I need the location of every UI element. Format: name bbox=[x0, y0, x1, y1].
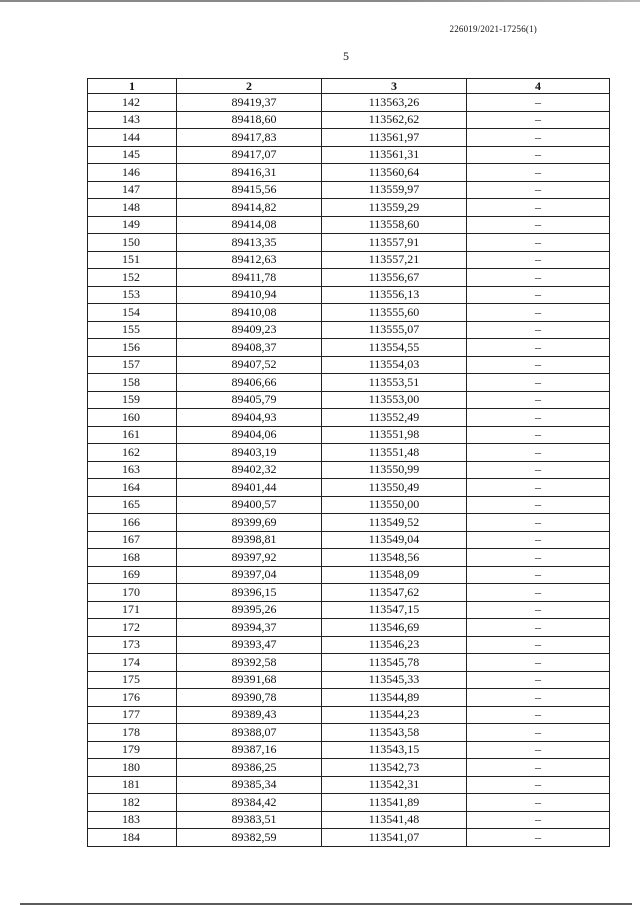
y-coordinate-cell: 113557,91 bbox=[322, 234, 467, 252]
x-coordinate-cell: 89412,63 bbox=[177, 251, 322, 269]
table-row bbox=[88, 794, 610, 812]
y-coordinate-cell: 113545,33 bbox=[322, 671, 467, 689]
y-coordinate-cell: 113547,62 bbox=[322, 584, 467, 602]
table-row bbox=[88, 549, 610, 567]
column-4-cell: – bbox=[467, 654, 610, 672]
page-number: 5 bbox=[343, 49, 349, 63]
point-number-cell: 173 bbox=[88, 636, 177, 654]
x-coordinate-cell: 89416,31 bbox=[177, 164, 322, 182]
x-coordinate-cell: 89409,23 bbox=[177, 321, 322, 339]
x-coordinate-cell: 89405,79 bbox=[177, 391, 322, 409]
y-coordinate-cell: 113541,89 bbox=[322, 794, 467, 812]
point-number-cell: 174 bbox=[88, 654, 177, 672]
column-4-cell: – bbox=[467, 339, 610, 357]
point-number-cell: 160 bbox=[88, 409, 177, 427]
x-coordinate-cell: 89399,69 bbox=[177, 514, 322, 532]
table-row bbox=[88, 654, 610, 672]
point-number-cell: 157 bbox=[88, 356, 177, 374]
point-number-cell: 177 bbox=[88, 706, 177, 724]
table-header-row bbox=[88, 79, 610, 94]
y-coordinate-cell: 113562,62 bbox=[322, 111, 467, 129]
x-coordinate-cell: 89413,35 bbox=[177, 234, 322, 252]
column-4-cell: – bbox=[467, 426, 610, 444]
y-coordinate-cell: 113547,15 bbox=[322, 601, 467, 619]
column-4-cell: – bbox=[467, 374, 610, 392]
column-4-cell: – bbox=[467, 94, 610, 112]
point-number-cell: 175 bbox=[88, 671, 177, 689]
x-coordinate-cell: 89391,68 bbox=[177, 671, 322, 689]
point-number-cell: 144 bbox=[88, 129, 177, 147]
table-row bbox=[88, 409, 610, 427]
y-coordinate-cell: 113550,99 bbox=[322, 461, 467, 479]
x-coordinate-cell: 89386,25 bbox=[177, 759, 322, 777]
table-row bbox=[88, 706, 610, 724]
point-number-cell: 146 bbox=[88, 164, 177, 182]
point-number-cell: 153 bbox=[88, 286, 177, 304]
point-number-cell: 142 bbox=[88, 94, 177, 112]
point-number-cell: 154 bbox=[88, 304, 177, 322]
table-row bbox=[88, 636, 610, 654]
column-4-cell: – bbox=[467, 129, 610, 147]
point-number-cell: 165 bbox=[88, 496, 177, 514]
column-4-cell: – bbox=[467, 479, 610, 497]
table-row bbox=[88, 671, 610, 689]
table-row bbox=[88, 304, 610, 322]
x-coordinate-cell: 89419,37 bbox=[177, 94, 322, 112]
x-coordinate-cell: 89415,56 bbox=[177, 181, 322, 199]
point-number-cell: 166 bbox=[88, 514, 177, 532]
table-row bbox=[88, 514, 610, 532]
column-4-cell: – bbox=[467, 269, 610, 287]
point-number-cell: 179 bbox=[88, 741, 177, 759]
table-row bbox=[88, 531, 610, 549]
column-4-cell: – bbox=[467, 706, 610, 724]
point-number-cell: 158 bbox=[88, 374, 177, 392]
x-coordinate-cell: 89384,42 bbox=[177, 794, 322, 812]
x-coordinate-cell: 89404,93 bbox=[177, 409, 322, 427]
column-header: 2 bbox=[177, 79, 322, 94]
x-coordinate-cell: 89401,44 bbox=[177, 479, 322, 497]
table-row bbox=[88, 689, 610, 707]
x-coordinate-cell: 89414,82 bbox=[177, 199, 322, 217]
column-4-cell: – bbox=[467, 724, 610, 742]
y-coordinate-cell: 113548,56 bbox=[322, 549, 467, 567]
x-coordinate-cell: 89411,78 bbox=[177, 269, 322, 287]
x-coordinate-cell: 89403,19 bbox=[177, 444, 322, 462]
y-coordinate-cell: 113554,03 bbox=[322, 356, 467, 374]
column-4-cell: – bbox=[467, 566, 610, 584]
column-4-cell: – bbox=[467, 199, 610, 217]
table-row bbox=[88, 811, 610, 829]
column-4-cell: – bbox=[467, 584, 610, 602]
y-coordinate-cell: 113553,00 bbox=[322, 391, 467, 409]
y-coordinate-cell: 113556,67 bbox=[322, 269, 467, 287]
point-number-cell: 171 bbox=[88, 601, 177, 619]
point-number-cell: 163 bbox=[88, 461, 177, 479]
point-number-cell: 181 bbox=[88, 776, 177, 794]
table-row bbox=[88, 566, 610, 584]
column-4-cell: – bbox=[467, 741, 610, 759]
table-body bbox=[88, 94, 610, 847]
x-coordinate-cell: 89410,94 bbox=[177, 286, 322, 304]
table-row bbox=[88, 776, 610, 794]
table-row bbox=[88, 216, 610, 234]
table-row bbox=[88, 129, 610, 147]
y-coordinate-cell: 113557,21 bbox=[322, 251, 467, 269]
table-row bbox=[88, 759, 610, 777]
y-coordinate-cell: 113543,58 bbox=[322, 724, 467, 742]
point-number-cell: 162 bbox=[88, 444, 177, 462]
table-row bbox=[88, 356, 610, 374]
column-4-cell: – bbox=[467, 391, 610, 409]
y-coordinate-cell: 113559,29 bbox=[322, 199, 467, 217]
table-row bbox=[88, 829, 610, 847]
column-4-cell: – bbox=[467, 671, 610, 689]
column-4-cell: – bbox=[467, 794, 610, 812]
y-coordinate-cell: 113548,09 bbox=[322, 566, 467, 584]
x-coordinate-cell: 89396,15 bbox=[177, 584, 322, 602]
point-number-cell: 183 bbox=[88, 811, 177, 829]
column-4-cell: – bbox=[467, 601, 610, 619]
column-header: 4 bbox=[467, 79, 610, 94]
table-row bbox=[88, 94, 610, 112]
x-coordinate-cell: 89382,59 bbox=[177, 829, 322, 847]
column-4-cell: – bbox=[467, 146, 610, 164]
table-row bbox=[88, 601, 610, 619]
y-coordinate-cell: 113541,48 bbox=[322, 811, 467, 829]
y-coordinate-cell: 113559,97 bbox=[322, 181, 467, 199]
column-4-cell: – bbox=[467, 111, 610, 129]
column-4-cell: – bbox=[467, 829, 610, 847]
table-row bbox=[88, 234, 610, 252]
point-number-cell: 167 bbox=[88, 531, 177, 549]
point-number-cell: 170 bbox=[88, 584, 177, 602]
column-4-cell: – bbox=[467, 409, 610, 427]
x-coordinate-cell: 89408,37 bbox=[177, 339, 322, 357]
column-4-cell: – bbox=[467, 514, 610, 532]
y-coordinate-cell: 113560,64 bbox=[322, 164, 467, 182]
point-number-cell: 184 bbox=[88, 829, 177, 847]
x-coordinate-cell: 89390,78 bbox=[177, 689, 322, 707]
table-row bbox=[88, 321, 610, 339]
y-coordinate-cell: 113556,13 bbox=[322, 286, 467, 304]
x-coordinate-cell: 89406,66 bbox=[177, 374, 322, 392]
y-coordinate-cell: 113558,60 bbox=[322, 216, 467, 234]
column-4-cell: – bbox=[467, 216, 610, 234]
x-coordinate-cell: 89417,83 bbox=[177, 129, 322, 147]
y-coordinate-cell: 113563,26 bbox=[322, 94, 467, 112]
table-row bbox=[88, 199, 610, 217]
x-coordinate-cell: 89402,32 bbox=[177, 461, 322, 479]
point-number-cell: 152 bbox=[88, 269, 177, 287]
y-coordinate-cell: 113549,04 bbox=[322, 531, 467, 549]
x-coordinate-cell: 89393,47 bbox=[177, 636, 322, 654]
y-coordinate-cell: 113553,51 bbox=[322, 374, 467, 392]
table-row bbox=[88, 584, 610, 602]
table-row bbox=[88, 741, 610, 759]
point-number-cell: 159 bbox=[88, 391, 177, 409]
table-row bbox=[88, 619, 610, 637]
y-coordinate-cell: 113554,55 bbox=[322, 339, 467, 357]
y-coordinate-cell: 113555,07 bbox=[322, 321, 467, 339]
y-coordinate-cell: 113551,98 bbox=[322, 426, 467, 444]
x-coordinate-cell: 89388,07 bbox=[177, 724, 322, 742]
column-4-cell: – bbox=[467, 286, 610, 304]
column-4-cell: – bbox=[467, 444, 610, 462]
column-4-cell: – bbox=[467, 356, 610, 374]
point-number-cell: 178 bbox=[88, 724, 177, 742]
y-coordinate-cell: 113550,49 bbox=[322, 479, 467, 497]
point-number-cell: 164 bbox=[88, 479, 177, 497]
x-coordinate-cell: 89400,57 bbox=[177, 496, 322, 514]
y-coordinate-cell: 113544,23 bbox=[322, 706, 467, 724]
table-row bbox=[88, 251, 610, 269]
point-number-cell: 182 bbox=[88, 794, 177, 812]
column-4-cell: – bbox=[467, 689, 610, 707]
column-4-cell: – bbox=[467, 251, 610, 269]
y-coordinate-cell: 113546,69 bbox=[322, 619, 467, 637]
table-row bbox=[88, 461, 610, 479]
table-row bbox=[88, 496, 610, 514]
column-4-cell: – bbox=[467, 304, 610, 322]
document-code: 226019/2021-17256(1) bbox=[449, 24, 537, 34]
point-number-cell: 151 bbox=[88, 251, 177, 269]
point-number-cell: 168 bbox=[88, 549, 177, 567]
x-coordinate-cell: 89383,51 bbox=[177, 811, 322, 829]
point-number-cell: 150 bbox=[88, 234, 177, 252]
point-number-cell: 145 bbox=[88, 146, 177, 164]
column-4-cell: – bbox=[467, 496, 610, 514]
x-coordinate-cell: 89407,52 bbox=[177, 356, 322, 374]
point-number-cell: 176 bbox=[88, 689, 177, 707]
y-coordinate-cell: 113555,60 bbox=[322, 304, 467, 322]
column-header: 3 bbox=[322, 79, 467, 94]
y-coordinate-cell: 113561,31 bbox=[322, 146, 467, 164]
x-coordinate-cell: 89404,06 bbox=[177, 426, 322, 444]
x-coordinate-cell: 89385,34 bbox=[177, 776, 322, 794]
y-coordinate-cell: 113542,73 bbox=[322, 759, 467, 777]
point-number-cell: 149 bbox=[88, 216, 177, 234]
y-coordinate-cell: 113552,49 bbox=[322, 409, 467, 427]
column-4-cell: – bbox=[467, 636, 610, 654]
table-row bbox=[88, 181, 610, 199]
x-coordinate-cell: 89387,16 bbox=[177, 741, 322, 759]
x-coordinate-cell: 89389,43 bbox=[177, 706, 322, 724]
point-number-cell: 148 bbox=[88, 199, 177, 217]
y-coordinate-cell: 113549,52 bbox=[322, 514, 467, 532]
point-number-cell: 143 bbox=[88, 111, 177, 129]
y-coordinate-cell: 113541,07 bbox=[322, 829, 467, 847]
y-coordinate-cell: 113551,48 bbox=[322, 444, 467, 462]
x-coordinate-cell: 89394,37 bbox=[177, 619, 322, 637]
point-number-cell: 180 bbox=[88, 759, 177, 777]
point-number-cell: 169 bbox=[88, 566, 177, 584]
table-row bbox=[88, 444, 610, 462]
column-4-cell: – bbox=[467, 811, 610, 829]
column-4-cell: – bbox=[467, 321, 610, 339]
column-4-cell: – bbox=[467, 461, 610, 479]
table-row bbox=[88, 426, 610, 444]
x-coordinate-cell: 89395,26 bbox=[177, 601, 322, 619]
y-coordinate-cell: 113545,78 bbox=[322, 654, 467, 672]
x-coordinate-cell: 89414,08 bbox=[177, 216, 322, 234]
y-coordinate-cell: 113550,00 bbox=[322, 496, 467, 514]
point-number-cell: 172 bbox=[88, 619, 177, 637]
y-coordinate-cell: 113543,15 bbox=[322, 741, 467, 759]
y-coordinate-cell: 113542,31 bbox=[322, 776, 467, 794]
table-row bbox=[88, 269, 610, 287]
column-4-cell: – bbox=[467, 759, 610, 777]
column-4-cell: – bbox=[467, 164, 610, 182]
column-4-cell: – bbox=[467, 531, 610, 549]
x-coordinate-cell: 89417,07 bbox=[177, 146, 322, 164]
table-row bbox=[88, 286, 610, 304]
point-number-cell: 155 bbox=[88, 321, 177, 339]
column-header: 1 bbox=[88, 79, 177, 94]
coordinates-table bbox=[87, 78, 610, 847]
x-coordinate-cell: 89397,92 bbox=[177, 549, 322, 567]
table-row bbox=[88, 391, 610, 409]
column-4-cell: – bbox=[467, 181, 610, 199]
table-row bbox=[88, 339, 610, 357]
table-row bbox=[88, 146, 610, 164]
x-coordinate-cell: 89418,60 bbox=[177, 111, 322, 129]
x-coordinate-cell: 89410,08 bbox=[177, 304, 322, 322]
column-4-cell: – bbox=[467, 619, 610, 637]
x-coordinate-cell: 89398,81 bbox=[177, 531, 322, 549]
point-number-cell: 161 bbox=[88, 426, 177, 444]
column-4-cell: – bbox=[467, 776, 610, 794]
y-coordinate-cell: 113561,97 bbox=[322, 129, 467, 147]
y-coordinate-cell: 113546,23 bbox=[322, 636, 467, 654]
y-coordinate-cell: 113544,89 bbox=[322, 689, 467, 707]
column-4-cell: – bbox=[467, 234, 610, 252]
point-number-cell: 147 bbox=[88, 181, 177, 199]
x-coordinate-cell: 89397,04 bbox=[177, 566, 322, 584]
table-row bbox=[88, 164, 610, 182]
table-row bbox=[88, 479, 610, 497]
table-row bbox=[88, 374, 610, 392]
table-row bbox=[88, 724, 610, 742]
top-border-line bbox=[0, 0, 640, 2]
x-coordinate-cell: 89392,58 bbox=[177, 654, 322, 672]
point-number-cell: 156 bbox=[88, 339, 177, 357]
table-row bbox=[88, 111, 610, 129]
column-4-cell: – bbox=[467, 549, 610, 567]
